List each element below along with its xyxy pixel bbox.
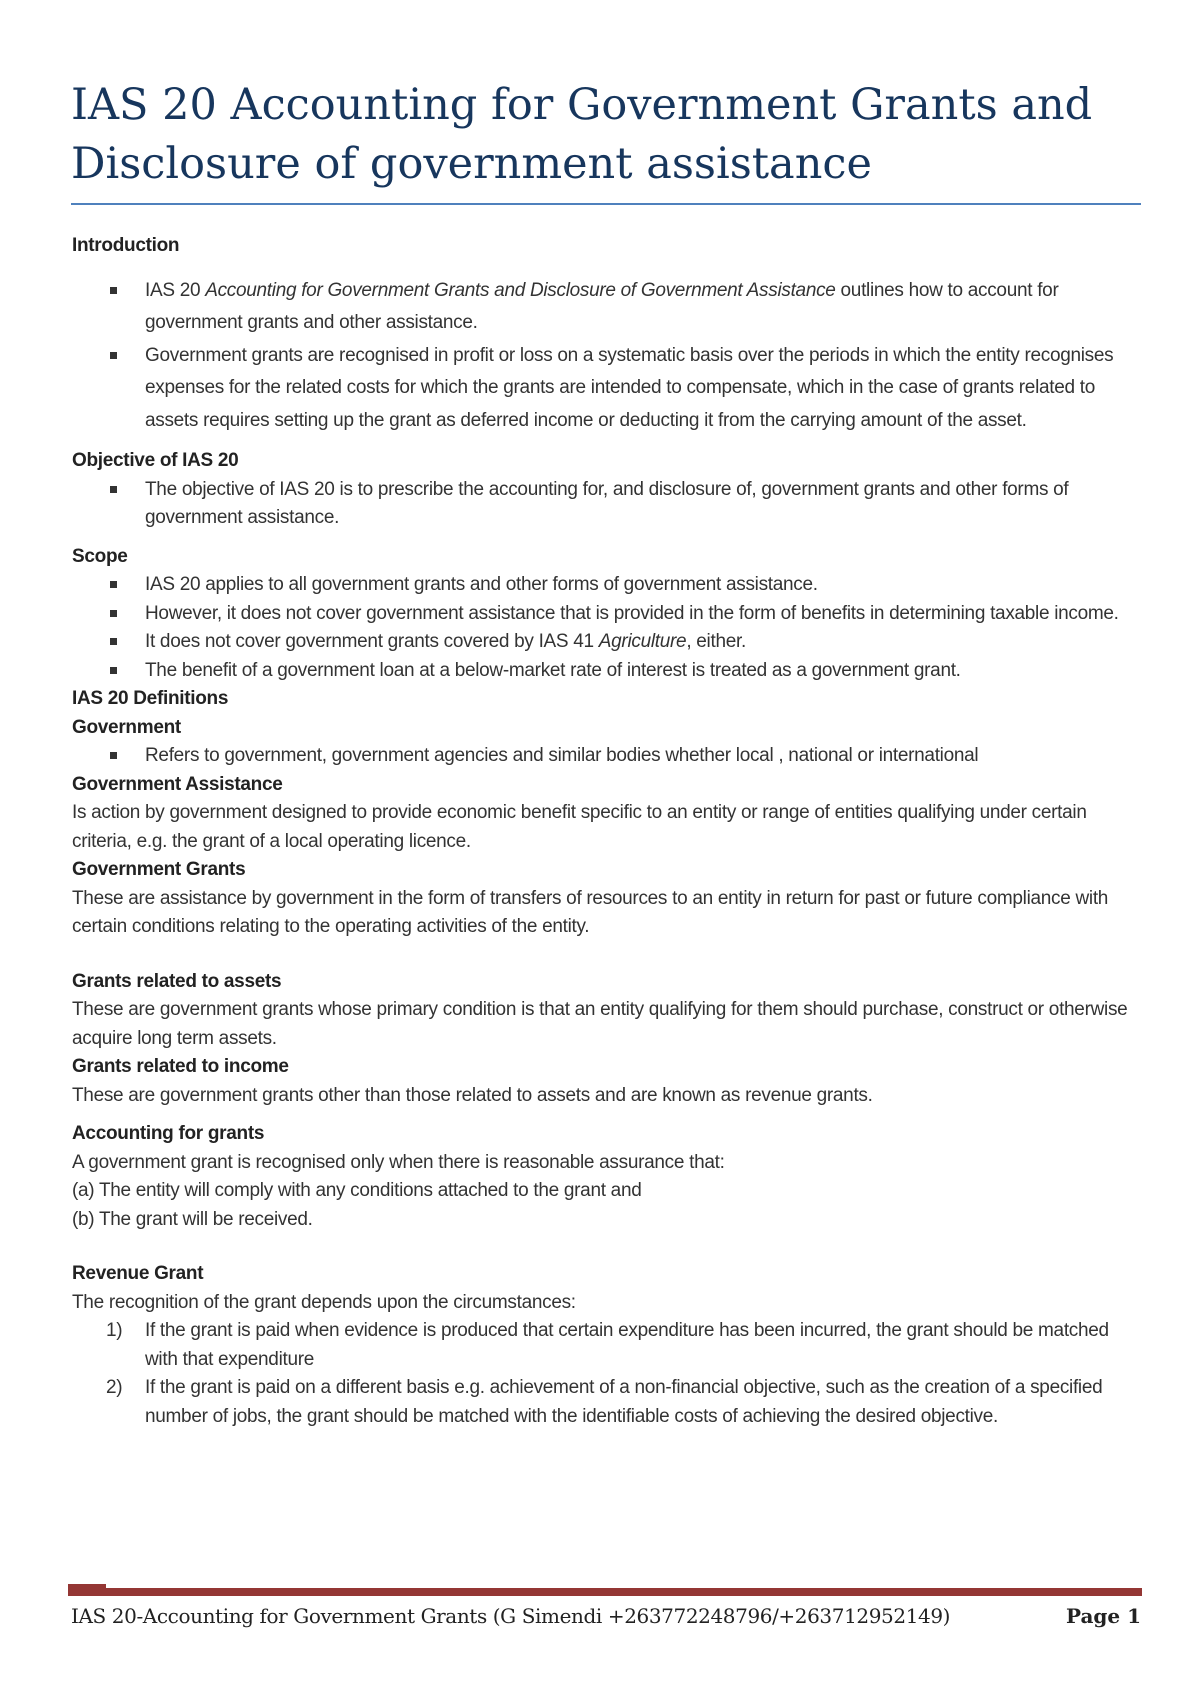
accounting-condition-b: (b) The grant will be received. bbox=[72, 1208, 313, 1230]
government-list bbox=[72, 742, 1144, 771]
introduction-heading: Introduction bbox=[72, 235, 180, 256]
square-bullet-icon bbox=[110, 287, 117, 294]
government-grants-text: These are assistance by government in the form of transfers of resources to an entity in return for past or future compliance with certain conditions relating to the operating activities of the entity. bbox=[72, 887, 1109, 937]
definitions-heading: IAS 20 Definitions bbox=[72, 688, 229, 709]
square-bullet-icon bbox=[110, 352, 117, 359]
page-number: Page 1 bbox=[1065, 1604, 1141, 1628]
scope-list bbox=[72, 571, 1144, 685]
introduction-list bbox=[72, 275, 1144, 438]
scope-heading: Scope bbox=[72, 545, 128, 567]
footer-text: IAS 20-Accounting for Government Grants (G Simendi +263772248796/+263712952149) bbox=[71, 1604, 951, 1628]
list-number: 1) bbox=[106, 1320, 123, 1341]
list-item: The objective of IAS 20 is to prescribe the accounting for, and disclosure of, government grants and other forms of government assistance. bbox=[72, 476, 1144, 533]
title-line-2: Disclosure of government assistance bbox=[71, 139, 872, 189]
revenue-grant-heading: Revenue Grant bbox=[72, 1263, 204, 1284]
government-assistance-text: Is action by government designed to provide economic benefit specific to an entity or range of entities qualifying under certain criteria, e.g. the grant of a local operating licence. bbox=[72, 802, 1087, 852]
list-item: 2) If the grant is paid on a different basis e.g. achievement of a non-financial objective, such as the creation of a specified number of jobs, the grant should be matched with the identifiable costs of achieving the desired objective. bbox=[72, 1374, 1144, 1431]
square-bullet-icon bbox=[110, 638, 117, 645]
agriculture-italic: Agriculture bbox=[598, 631, 687, 652]
list-item: IAS 20 Accounting for Government Grants and Disclosure of Government Assistance outlines how to account for government grants and other assistance. bbox=[72, 275, 1144, 340]
revenue-grant-intro: The recognition of the grant depends upon the circumstances: bbox=[72, 1291, 576, 1313]
grants-income-text: These are government grants other than those related to assets and are known as revenue grants. bbox=[72, 1084, 873, 1106]
square-bullet-icon bbox=[110, 667, 117, 674]
revenue-grant-list bbox=[72, 1317, 1144, 1431]
title-line-1: IAS 20 Accounting for Government Grants and bbox=[71, 80, 1093, 130]
grants-assets-heading: Grants related to assets bbox=[72, 970, 282, 992]
footer-rule bbox=[68, 1588, 1142, 1596]
list-item: It does not cover government grants covered by IAS 41 Agriculture, either. bbox=[72, 628, 1144, 657]
standard-title-italic: Accounting for Government Grants and Disclosure of Government Assistance bbox=[205, 279, 836, 301]
square-bullet-icon bbox=[110, 581, 117, 588]
objective-list bbox=[72, 476, 1144, 533]
list-item: 1) If the grant is paid when evidence is produced that certain expenditure has been incurred, the grant should be matched with that expenditure bbox=[72, 1317, 1144, 1374]
government-assistance-heading: Government Assistance bbox=[72, 773, 283, 795]
government-grants-heading: Government Grants bbox=[72, 859, 246, 880]
list-item: Refers to government, government agencies and similar bodies whether local , national or international bbox=[72, 742, 1144, 771]
square-bullet-icon bbox=[110, 610, 117, 617]
list-item: The benefit of a government loan at a below-market rate of interest is treated as a government grant. bbox=[72, 657, 1144, 686]
square-bullet-icon bbox=[110, 752, 117, 759]
accounting-heading: Accounting for grants bbox=[72, 1123, 265, 1144]
accounting-intro: A government grant is recognised only when there is reasonable assurance that: bbox=[72, 1151, 725, 1173]
document-title bbox=[71, 76, 1141, 194]
list-number: 2) bbox=[106, 1377, 123, 1398]
grants-income-heading: Grants related to income bbox=[72, 1056, 289, 1077]
document-body bbox=[72, 232, 1144, 1431]
square-bullet-icon bbox=[110, 486, 117, 493]
government-heading: Government bbox=[72, 716, 181, 738]
title-underline bbox=[71, 203, 1141, 205]
list-item: Government grants are recognised in profit or loss on a systematic basis over the periods in which the entity recognises expenses for the related costs for which the grants are intended to compensate, which in the case of grants related to assets requires setting up the grant as deferred income or deducting it from the carrying amount of the asset. bbox=[72, 340, 1144, 438]
list-item: IAS 20 applies to all government grants and other forms of government assistance. bbox=[72, 571, 1144, 600]
list-item: However, it does not cover government assistance that is provided in the form of benefits in determining taxable income. bbox=[72, 600, 1144, 629]
accounting-condition-a: (a) The entity will comply with any conditions attached to the grant and bbox=[72, 1180, 642, 1201]
objective-heading: Objective of IAS 20 bbox=[72, 450, 239, 471]
grants-assets-text: These are government grants whose primary condition is that an entity qualifying for them should purchase, construct or otherwise acquire long term assets. bbox=[72, 999, 1128, 1049]
